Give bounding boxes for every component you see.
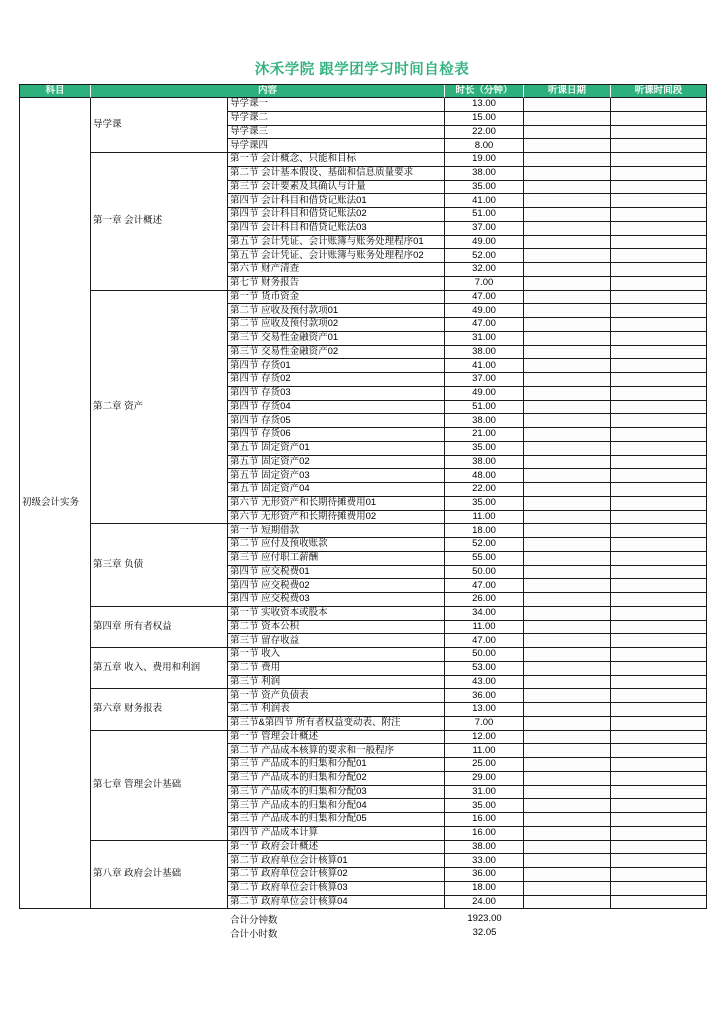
date-cell	[524, 772, 611, 786]
date-cell	[524, 359, 611, 373]
date-cell	[524, 868, 611, 882]
duration-cell: 38.00	[445, 841, 524, 855]
content-cell: 第四节 会计科目和借贷记账法02	[228, 208, 445, 222]
duration-cell: 21.00	[445, 428, 524, 442]
content-cell: 第五节 会计凭证、会计账簿与账务处理程序02	[228, 249, 445, 263]
time-cell	[611, 291, 707, 305]
table-row	[20, 98, 707, 112]
duration-cell: 12.00	[445, 731, 524, 745]
content-cell: 第二节 应收及预付款项02	[228, 318, 445, 332]
content-cell: 第三节 交易性金融资产02	[228, 346, 445, 360]
totals-hours-label: 合计小时数	[230, 928, 278, 940]
content-cell: 第三节 利润	[228, 676, 445, 690]
duration-cell: 50.00	[445, 648, 524, 662]
time-cell	[611, 401, 707, 415]
date-cell	[524, 744, 611, 758]
duration-cell: 49.00	[445, 387, 524, 401]
totals-minutes-row	[19, 912, 706, 926]
duration-cell: 31.00	[445, 332, 524, 346]
content-cell: 第四节 应交税费01	[228, 566, 445, 580]
duration-cell: 19.00	[445, 153, 524, 167]
time-cell	[611, 167, 707, 181]
time-cell	[611, 689, 707, 703]
date-cell	[524, 579, 611, 593]
time-cell	[611, 896, 707, 910]
content-cell: 第一节 管理会计概述	[228, 731, 445, 745]
totals-hours-value: 32.05	[472, 927, 497, 939]
duration-cell: 50.00	[445, 566, 524, 580]
date-cell	[524, 648, 611, 662]
totals-section	[19, 912, 706, 939]
date-cell	[524, 112, 611, 126]
content-cell: 第三节&第四节 所有者权益变动表、附注	[228, 717, 445, 731]
duration-cell: 33.00	[445, 854, 524, 868]
duration-cell: 38.00	[445, 346, 524, 360]
duration-cell: 37.00	[445, 222, 524, 236]
content-cell: 第四节 产品成本计算	[228, 827, 445, 841]
time-cell	[611, 786, 707, 800]
date-cell	[524, 469, 611, 483]
content-cell: 第四节 应交税费03	[228, 593, 445, 607]
content-cell: 第三节 产品成本的归集和分配04	[228, 799, 445, 813]
duration-cell: 52.00	[445, 249, 524, 263]
content-cell: 第四节 会计科目和借贷记账法03	[228, 222, 445, 236]
subject-cell: 初级会计实务	[20, 98, 91, 909]
time-cell	[611, 304, 707, 318]
content-cell: 第二节 政府单位会计核算04	[228, 896, 445, 910]
date-cell	[524, 387, 611, 401]
duration-cell: 35.00	[445, 497, 524, 511]
date-cell	[524, 263, 611, 277]
date-cell	[524, 167, 611, 181]
content-cell: 第三节 产品成本的归集和分配01	[228, 758, 445, 772]
time-cell	[611, 153, 707, 167]
date-cell	[524, 827, 611, 841]
time-cell	[611, 813, 707, 827]
content-cell: 第六节 财产清查	[228, 263, 445, 277]
duration-cell: 47.00	[445, 634, 524, 648]
date-cell	[524, 799, 611, 813]
time-cell	[611, 868, 707, 882]
time-cell	[611, 139, 707, 153]
date-cell	[524, 593, 611, 607]
chapter-cell: 第五章 收入、费用和利润	[91, 648, 228, 689]
duration-cell: 11.00	[445, 511, 524, 525]
chapter-cell: 第四章 所有者权益	[91, 607, 228, 648]
time-cell	[611, 359, 707, 373]
date-cell	[524, 786, 611, 800]
duration-cell: 18.00	[445, 882, 524, 896]
time-cell	[611, 827, 707, 841]
date-cell	[524, 634, 611, 648]
date-cell	[524, 208, 611, 222]
date-cell	[524, 841, 611, 855]
duration-cell: 35.00	[445, 442, 524, 456]
content-cell: 第七节 财务报告	[228, 277, 445, 291]
date-cell	[524, 442, 611, 456]
date-cell	[524, 428, 611, 442]
time-cell	[611, 442, 707, 456]
date-cell	[524, 332, 611, 346]
chapter-cell: 第六章 财务报表	[91, 689, 228, 730]
time-cell	[611, 222, 707, 236]
date-cell	[524, 511, 611, 525]
table-row	[20, 524, 707, 538]
time-cell	[611, 854, 707, 868]
totals-minutes-value: 1923.00	[467, 913, 502, 925]
content-cell: 第二节 应收及预付款项01	[228, 304, 445, 318]
duration-cell: 35.00	[445, 799, 524, 813]
duration-cell: 37.00	[445, 373, 524, 387]
duration-cell: 25.00	[445, 758, 524, 772]
duration-cell: 51.00	[445, 208, 524, 222]
date-cell	[524, 456, 611, 470]
duration-cell: 7.00	[445, 277, 524, 291]
duration-cell: 13.00	[445, 703, 524, 717]
date-cell	[524, 524, 611, 538]
header-duration: 时长（分钟）	[445, 85, 524, 98]
duration-cell: 47.00	[445, 291, 524, 305]
content-cell: 第六节 无形资产和长期待摊费用02	[228, 511, 445, 525]
duration-cell: 41.00	[445, 359, 524, 373]
date-cell	[524, 689, 611, 703]
totals-minutes-label: 合计分钟数	[230, 914, 278, 926]
content-cell: 第六节 无形资产和长期待摊费用01	[228, 497, 445, 511]
content-cell: 第四节 存货01	[228, 359, 445, 373]
chapter-cell: 第七章 管理会计基础	[91, 731, 228, 841]
time-cell	[611, 249, 707, 263]
time-cell	[611, 841, 707, 855]
duration-cell: 11.00	[445, 621, 524, 635]
time-cell	[611, 277, 707, 291]
content-cell: 第五节 固定资产02	[228, 456, 445, 470]
time-cell	[611, 552, 707, 566]
date-cell	[524, 318, 611, 332]
duration-cell: 36.00	[445, 689, 524, 703]
time-cell	[611, 469, 707, 483]
content-cell: 第三节 产品成本的归集和分配03	[228, 786, 445, 800]
duration-cell: 34.00	[445, 607, 524, 621]
time-cell	[611, 236, 707, 250]
table-row	[20, 841, 707, 855]
date-cell	[524, 731, 611, 745]
content-cell: 第一节 资产负债表	[228, 689, 445, 703]
date-cell	[524, 538, 611, 552]
date-cell	[524, 414, 611, 428]
study-time-table	[19, 84, 706, 909]
duration-cell: 35.00	[445, 181, 524, 195]
time-cell	[611, 497, 707, 511]
duration-cell: 49.00	[445, 304, 524, 318]
duration-cell: 38.00	[445, 456, 524, 470]
content-cell: 第二节 费用	[228, 662, 445, 676]
header-row	[20, 85, 707, 98]
time-cell	[611, 483, 707, 497]
time-cell	[611, 181, 707, 195]
time-cell	[611, 194, 707, 208]
time-cell	[611, 579, 707, 593]
content-cell: 第四节 存货04	[228, 401, 445, 415]
date-cell	[524, 401, 611, 415]
chapter-cell: 第一章 会计概述	[91, 153, 228, 291]
content-cell: 第一节 实收资本或股本	[228, 607, 445, 621]
date-cell	[524, 676, 611, 690]
content-cell: 导学课三	[228, 126, 445, 140]
duration-cell: 43.00	[445, 676, 524, 690]
header-date: 听课日期	[524, 85, 611, 98]
chapter-cell: 第二章 资产	[91, 291, 228, 525]
content-cell: 导学课二	[228, 112, 445, 126]
date-cell	[524, 181, 611, 195]
content-cell: 第四节 存货03	[228, 387, 445, 401]
content-cell: 第三节 产品成本的归集和分配02	[228, 772, 445, 786]
date-cell	[524, 854, 611, 868]
table-row	[20, 291, 707, 305]
content-cell: 第一节 政府会计概述	[228, 841, 445, 855]
duration-cell: 51.00	[445, 401, 524, 415]
content-cell: 第二节 资本公积	[228, 621, 445, 635]
page-title: 沐禾学院 跟学团学习时间自检表	[254, 62, 470, 78]
time-cell	[611, 621, 707, 635]
date-cell	[524, 813, 611, 827]
date-cell	[524, 139, 611, 153]
duration-cell: 22.00	[445, 483, 524, 497]
date-cell	[524, 552, 611, 566]
content-cell: 第二节 会计基本假设、基础和信息质量要求	[228, 167, 445, 181]
content-cell: 第四节 应交税费02	[228, 579, 445, 593]
time-cell	[611, 318, 707, 332]
time-cell	[611, 593, 707, 607]
content-cell: 第一节 短期借款	[228, 524, 445, 538]
duration-cell: 8.00	[445, 139, 524, 153]
date-cell	[524, 291, 611, 305]
date-cell	[524, 373, 611, 387]
content-cell: 第五节 固定资产03	[228, 469, 445, 483]
content-cell: 第二节 政府单位会计核算01	[228, 854, 445, 868]
time-cell	[611, 428, 707, 442]
table-row	[20, 731, 707, 745]
content-cell: 第三节 会计要素及其确认与计量	[228, 181, 445, 195]
duration-cell: 16.00	[445, 827, 524, 841]
time-cell	[611, 538, 707, 552]
chapter-cell: 第三章 负债	[91, 524, 228, 607]
time-cell	[611, 346, 707, 360]
time-cell	[611, 414, 707, 428]
time-cell	[611, 744, 707, 758]
table-header	[20, 85, 707, 98]
duration-cell: 55.00	[445, 552, 524, 566]
duration-cell: 29.00	[445, 772, 524, 786]
content-cell: 第三节 交易性金融资产01	[228, 332, 445, 346]
duration-cell: 52.00	[445, 538, 524, 552]
time-cell	[611, 98, 707, 112]
time-cell	[611, 263, 707, 277]
duration-cell: 31.00	[445, 786, 524, 800]
content-cell: 第二节 产品成本核算的要求和一般程序	[228, 744, 445, 758]
date-cell	[524, 703, 611, 717]
content-cell: 第五节 固定资产01	[228, 442, 445, 456]
duration-cell: 16.00	[445, 813, 524, 827]
totals-hours-row	[19, 926, 706, 940]
time-cell	[611, 511, 707, 525]
duration-cell: 47.00	[445, 318, 524, 332]
duration-cell: 38.00	[445, 414, 524, 428]
duration-cell: 47.00	[445, 579, 524, 593]
date-cell	[524, 882, 611, 896]
date-cell	[524, 304, 611, 318]
date-cell	[524, 222, 611, 236]
time-cell	[611, 607, 707, 621]
time-cell	[611, 524, 707, 538]
date-cell	[524, 566, 611, 580]
duration-cell: 18.00	[445, 524, 524, 538]
content-cell: 第三节 产品成本的归集和分配05	[228, 813, 445, 827]
content-cell: 第三节 留存收益	[228, 634, 445, 648]
content-cell: 第二节 政府单位会计核算02	[228, 868, 445, 882]
time-cell	[611, 772, 707, 786]
duration-cell: 49.00	[445, 236, 524, 250]
date-cell	[524, 194, 611, 208]
duration-cell: 32.00	[445, 263, 524, 277]
content-cell: 第四节 存货05	[228, 414, 445, 428]
content-cell: 第一节 货币资金	[228, 291, 445, 305]
header-subject: 科目	[20, 85, 91, 98]
time-cell	[611, 703, 707, 717]
date-cell	[524, 236, 611, 250]
duration-cell: 36.00	[445, 868, 524, 882]
time-cell	[611, 112, 707, 126]
date-cell	[524, 621, 611, 635]
time-cell	[611, 208, 707, 222]
header-time-range: 听课时间段	[611, 85, 707, 98]
content-cell: 第四节 会计科目和借贷记账法01	[228, 194, 445, 208]
time-cell	[611, 373, 707, 387]
content-cell: 第二节 应付及预收账款	[228, 538, 445, 552]
time-cell	[611, 717, 707, 731]
date-cell	[524, 607, 611, 621]
table-row	[20, 607, 707, 621]
time-cell	[611, 456, 707, 470]
duration-cell: 41.00	[445, 194, 524, 208]
time-cell	[611, 566, 707, 580]
date-cell	[524, 126, 611, 140]
time-cell	[611, 126, 707, 140]
date-cell	[524, 758, 611, 772]
date-cell	[524, 98, 611, 112]
time-cell	[611, 332, 707, 346]
time-cell	[611, 634, 707, 648]
time-cell	[611, 387, 707, 401]
duration-cell: 22.00	[445, 126, 524, 140]
date-cell	[524, 717, 611, 731]
time-cell	[611, 799, 707, 813]
duration-cell: 15.00	[445, 112, 524, 126]
duration-cell: 11.00	[445, 744, 524, 758]
table-row	[20, 689, 707, 703]
duration-cell: 26.00	[445, 593, 524, 607]
duration-cell: 24.00	[445, 896, 524, 910]
content-cell: 第四节 存货06	[228, 428, 445, 442]
date-cell	[524, 346, 611, 360]
time-cell	[611, 758, 707, 772]
date-cell	[524, 153, 611, 167]
duration-cell: 53.00	[445, 662, 524, 676]
table-row	[20, 648, 707, 662]
date-cell	[524, 277, 611, 291]
table-body	[20, 98, 707, 909]
date-cell	[524, 662, 611, 676]
content-cell: 导学课一	[228, 98, 445, 112]
duration-cell: 48.00	[445, 469, 524, 483]
content-cell: 第二节 利润表	[228, 703, 445, 717]
chapter-cell: 导学课	[91, 98, 228, 153]
time-cell	[611, 882, 707, 896]
content-cell: 第一节 收入	[228, 648, 445, 662]
date-cell	[524, 497, 611, 511]
content-cell: 导学课四	[228, 139, 445, 153]
duration-cell: 13.00	[445, 98, 524, 112]
header-content: 内容	[91, 85, 445, 98]
time-cell	[611, 731, 707, 745]
table-row	[20, 153, 707, 167]
duration-cell: 7.00	[445, 717, 524, 731]
content-cell: 第一节 会计概念、只能和目标	[228, 153, 445, 167]
content-cell: 第四节 存货02	[228, 373, 445, 387]
content-cell: 第二节 政府单位会计核算03	[228, 882, 445, 896]
chapter-cell: 第八章 政府会计基础	[91, 841, 228, 910]
time-cell	[611, 648, 707, 662]
content-cell: 第五节 固定资产04	[228, 483, 445, 497]
time-cell	[611, 676, 707, 690]
table-grid	[19, 84, 707, 909]
content-cell: 第三节 应付职工薪酬	[228, 552, 445, 566]
date-cell	[524, 483, 611, 497]
duration-cell: 38.00	[445, 167, 524, 181]
date-cell	[524, 896, 611, 910]
content-cell: 第五节 会计凭证、会计账簿与账务处理程序01	[228, 236, 445, 250]
date-cell	[524, 249, 611, 263]
time-cell	[611, 662, 707, 676]
